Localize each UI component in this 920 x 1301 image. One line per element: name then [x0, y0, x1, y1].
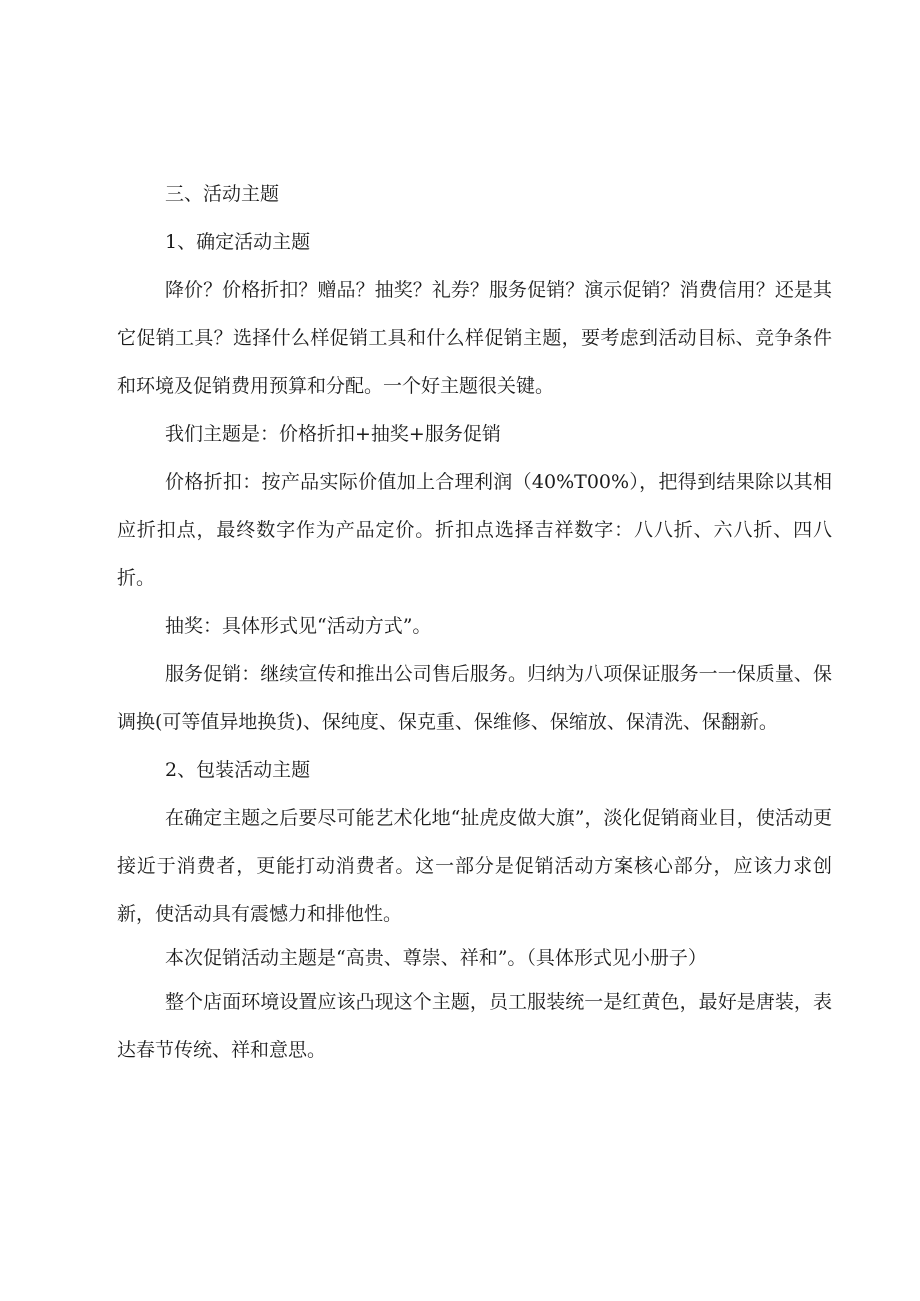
paragraph-lottery: 抽奖：具体形式见“活动方式”。 — [165, 615, 432, 637]
section-title: 三、活动主题 — [165, 183, 280, 205]
document-body — [117, 170, 832, 1074]
paragraph-promotion-tools: 降价？价格折扣？赠品？抽奖？礼券？服务促销？演示促销？消费信用？还是其它促销工具？选择什么样促销工具和什么样促销主题，要考虑到活动目标、竞争条件和环境及促销费用预算和分配。一个好主题很关键。 — [117, 279, 832, 397]
paragraph-store-environment: 整个店面环境设置应该凸现这个主题，员工服装统一是红黄色，最好是唐装，表达春节传统、祥和意思。 — [117, 991, 832, 1061]
paragraph-package-theme: 在确定主题之后要尽可能艺术化地“扯虎皮做大旗”，淡化促销商业目，使活动更接近于消费者，更能打动消费者。这一部分是促销活动方案核心部分，应该力求创新，使活动具有震憾力和排他性。 — [117, 807, 832, 925]
paragraph-theme-statement: 本次促销活动主题是“高贵、尊崇、祥和”。（具体形式见小册子） — [165, 947, 707, 969]
paragraph-our-theme: 我们主题是：价格折扣+抽奖+服务促销 — [165, 423, 501, 445]
paragraph-service-promotion: 服务促销：继续宣传和推出公司售后服务。归纳为八项保证服务一一保质量、保调换(可等值异地换货)、保纯度、保克重、保维修、保缩放、保清洗、保翻新。 — [117, 663, 832, 733]
subsection-title-2: 2、包装活动主题 — [165, 759, 311, 781]
subsection-title-1: 1、确定活动主题 — [165, 231, 311, 253]
paragraph-price-discount: 价格折扣：按产品实际价值加上合理利润（40%T00%），把得到结果除以其相应折扣点，最终数字作为产品定价。折扣点选择吉祥数字：八八折、六八折、四八折。 — [117, 471, 832, 589]
